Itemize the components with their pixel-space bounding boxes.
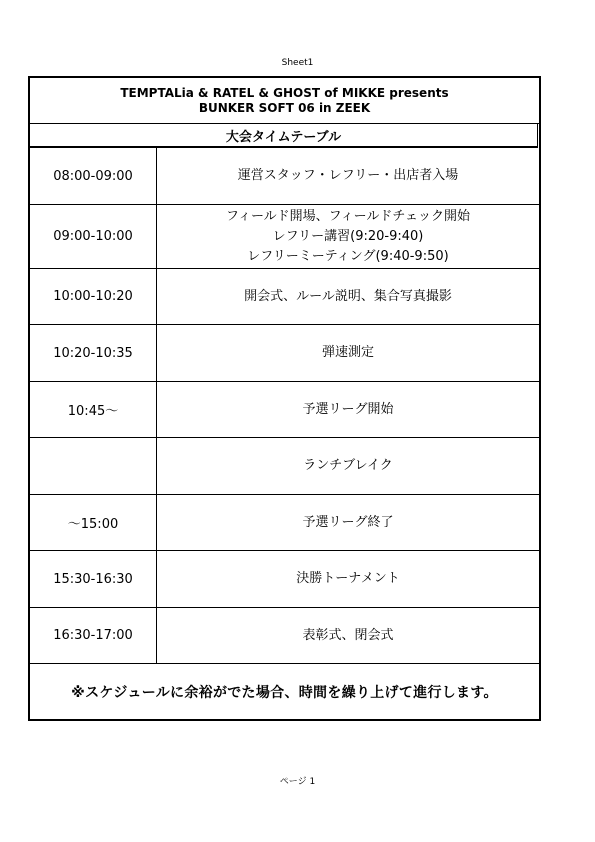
schedule-event-line: 弾速測定 (321, 345, 374, 360)
schedule-event-line: レフリーミーティング(9:40-9:50) (247, 248, 449, 264)
schedule-event (157, 205, 539, 268)
schedule-row (30, 382, 539, 438)
schedule-row (30, 608, 539, 664)
schedule-event-line: 決勝トーナメント (296, 571, 400, 586)
schedule-event (157, 325, 539, 381)
schedule-event (157, 495, 539, 550)
schedule-row (30, 495, 539, 551)
timetable-subtitle: 大会タイムテーブル (30, 124, 538, 148)
schedule-event (157, 551, 539, 607)
schedule-time (30, 438, 157, 494)
schedule-event-line: 表彰式、閉会式 (302, 627, 394, 643)
schedule-event-line: フィールド開場、フィールドチェック開始 (225, 208, 470, 224)
schedule-time: 09:00-10:00 (30, 205, 157, 268)
schedule-event-line: 予選リーグ終了 (302, 514, 394, 530)
page-number: ページ 1 (279, 777, 316, 787)
event-title (30, 78, 539, 124)
schedule-note: ※スケジュールに余裕がでた場合、時間を繰り上げて進行します。 (71, 684, 498, 701)
sheet-name: Sheet1 (281, 58, 314, 68)
schedule-time: 08:00-09:00 (30, 148, 157, 204)
schedule-row (30, 325, 539, 382)
event-title-line1: TEMPTALia & RATEL & GHOST of MIKKE presents (120, 85, 449, 100)
schedule-event (157, 382, 539, 437)
schedule-event-line: 開会式、ルール説明、集合写真撮影 (244, 288, 452, 304)
schedule-event-line: 運営スタッフ・レフリー・出店者入場 (237, 168, 459, 183)
schedule-event (157, 608, 539, 663)
schedule-time: 〜15:00 (30, 495, 157, 550)
schedule-time: 10:45〜 (30, 382, 157, 437)
schedule-row (30, 438, 539, 495)
timetable-frame (28, 76, 541, 721)
event-title-line2: BUNKER SOFT 06 in ZEEK (198, 100, 371, 115)
schedule-event-line: ランチブレイク (303, 458, 393, 473)
schedule-event (157, 438, 539, 494)
schedule-row (30, 205, 539, 269)
schedule-time: 16:30-17:00 (30, 608, 157, 663)
schedule-time: 10:00-10:20 (30, 269, 157, 324)
schedule-event-line: レフリー講習(9:20-9:40) (272, 228, 424, 244)
schedule-row (30, 551, 539, 608)
schedule-row (30, 269, 539, 325)
schedule-event-line: 予選リーグ開始 (302, 401, 394, 417)
schedule-time: 10:20-10:35 (30, 325, 157, 381)
schedule-event (157, 148, 539, 204)
schedule-row (30, 148, 539, 205)
schedule-table (30, 148, 539, 664)
schedule-time: 15:30-16:30 (30, 551, 157, 607)
schedule-event (157, 269, 539, 324)
